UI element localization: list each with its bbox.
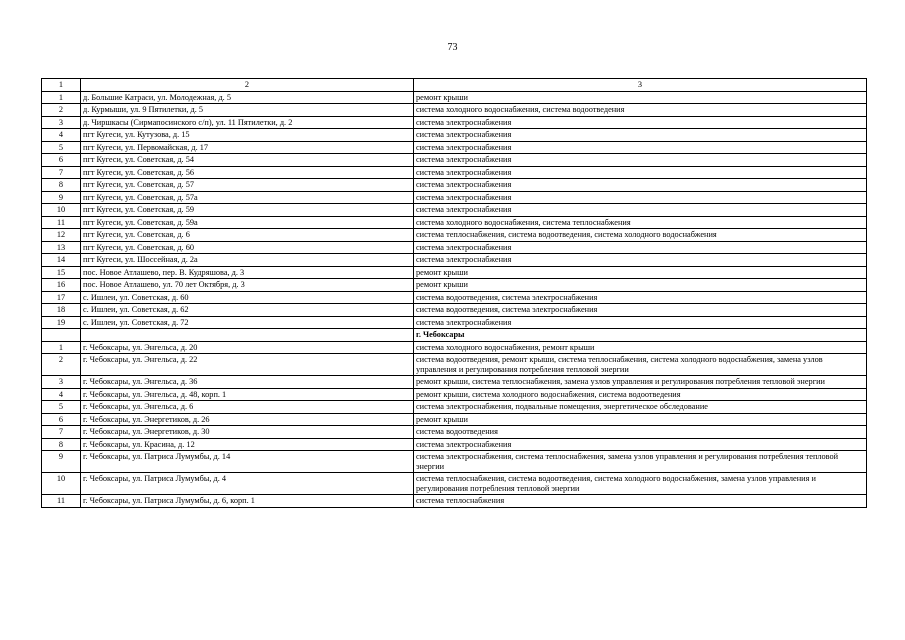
table-row: [42, 279, 867, 292]
row-number: 17: [42, 291, 81, 304]
address-cell: пгт Кугеси, ул. Первомайская, д. 17: [81, 141, 414, 154]
address-cell: г. Чебоксары, ул. Энергетиков, д. 30: [81, 426, 414, 439]
row-number: 11: [42, 216, 81, 229]
work-cell: система электроснабжения, система теплоснабжения, замена узлов управления и регулирования потребления тепловой энергии: [414, 451, 867, 473]
table-row: [42, 154, 867, 167]
table-row: [42, 438, 867, 451]
work-cell: ремонт крыши: [414, 266, 867, 279]
row-number: 4: [42, 129, 81, 142]
work-cell: система холодного водоснабжения, система водоотведения: [414, 104, 867, 117]
work-cell: система электроснабжения: [414, 316, 867, 329]
work-cell: система водоотведения, система электроснабжения: [414, 304, 867, 317]
work-cell: система теплоснабжения: [414, 495, 867, 508]
row-number: 2: [42, 354, 81, 376]
row-number: 6: [42, 413, 81, 426]
table-row: [42, 229, 867, 242]
section-row: [42, 329, 867, 342]
row-number: 10: [42, 204, 81, 217]
address-cell: пгт Кугеси, ул. Советская, д. 6: [81, 229, 414, 242]
work-cell: система электроснабжения: [414, 154, 867, 167]
address-cell: г. Чебоксары, ул. Энгельса, д. 36: [81, 376, 414, 389]
row-number: 13: [42, 241, 81, 254]
work-cell: ремонт крыши: [414, 413, 867, 426]
row-number: 3: [42, 376, 81, 389]
address-cell: с. Ишлеи, ул. Советская, д. 62: [81, 304, 414, 317]
table-row: [42, 129, 867, 142]
row-number: 7: [42, 166, 81, 179]
address-cell: пгт Кугеси, ул. Советская, д. 57: [81, 179, 414, 192]
table-row: [42, 116, 867, 129]
header-cell-3: 3: [414, 79, 867, 92]
header-row: [42, 79, 867, 92]
address-cell: д. Курмыши, ул. 9 Пятилетки, д. 5: [81, 104, 414, 117]
row-number: 19: [42, 316, 81, 329]
table-row: [42, 426, 867, 439]
table-row: [42, 141, 867, 154]
work-cell: система электроснабжения: [414, 166, 867, 179]
header-cell-2: 2: [81, 79, 414, 92]
address-cell: пгт Кугеси, ул. Советская, д. 59а: [81, 216, 414, 229]
table-row: [42, 104, 867, 117]
address-cell: г. Чебоксары, ул. Энгельса, д. 22: [81, 354, 414, 376]
address-cell: с. Ишлеи, ул. Советская, д. 72: [81, 316, 414, 329]
work-cell: система электроснабжения: [414, 204, 867, 217]
table-row: [42, 241, 867, 254]
address-cell: пгт Кугеси, ул. Советская, д. 60: [81, 241, 414, 254]
address-cell: г. Чебоксары, ул. Патриса Лумумбы, д. 14: [81, 451, 414, 473]
address-cell: г. Чебоксары, ул. Энергетиков, д. 26: [81, 413, 414, 426]
work-cell: ремонт крыши, система холодного водоснабжения, система водоотведения: [414, 388, 867, 401]
table-row: [42, 291, 867, 304]
table-row: [42, 388, 867, 401]
page-number: 73: [447, 42, 458, 53]
address-cell: г. Чебоксары, ул. Энгельса, д. 6: [81, 401, 414, 414]
row-number: 1: [42, 341, 81, 354]
table-row: [42, 451, 867, 473]
table-row: [42, 316, 867, 329]
row-number: 8: [42, 438, 81, 451]
address-cell: пос. Новое Атлашево, пер. В. Кудряшова, д. 3: [81, 266, 414, 279]
work-cell: система холодного водоснабжения, система теплоснабжения: [414, 216, 867, 229]
address-cell: г. Чебоксары, ул. Патриса Лумумбы, д. 4: [81, 473, 414, 495]
table-row: [42, 304, 867, 317]
work-cell: система теплоснабжения, система водоотведения, система холодного водоснабжения: [414, 229, 867, 242]
row-number: 3: [42, 116, 81, 129]
table-row: [42, 401, 867, 414]
address-cell: д. Большие Катраси, ул. Молодежная, д. 5: [81, 91, 414, 104]
work-cell: система теплоснабжения, система водоотведения, система холодного водоснабжения, замена узлов управления и регулирования потребления тепловой энергии: [414, 473, 867, 495]
section-title: г. Чебоксары: [414, 329, 867, 342]
address-cell: пгт Кугеси, ул. Советская, д. 54: [81, 154, 414, 167]
address-cell: пгт Кугеси, ул. Шоссейная, д. 2а: [81, 254, 414, 267]
table-row: [42, 266, 867, 279]
header-cell-1: 1: [42, 79, 81, 92]
address-cell: с. Ишлеи, ул. Советская, д. 60: [81, 291, 414, 304]
work-cell: система электроснабжения: [414, 179, 867, 192]
address-cell: пгт Кугеси, ул. Кутузова, д. 15: [81, 129, 414, 142]
work-cell: система электроснабжения: [414, 191, 867, 204]
address-cell: пгт Кугеси, ул. Советская, д. 56: [81, 166, 414, 179]
address-cell: пгт Кугеси, ул. Советская, д. 57а: [81, 191, 414, 204]
row-number: 9: [42, 451, 81, 473]
table-row: [42, 413, 867, 426]
works-table: [41, 78, 867, 508]
work-cell: система водоотведения: [414, 426, 867, 439]
row-number: 11: [42, 495, 81, 508]
row-number: 10: [42, 473, 81, 495]
row-number: 18: [42, 304, 81, 317]
address-cell: г. Чебоксары, ул. Энгельса, д. 20: [81, 341, 414, 354]
work-cell: система водоотведения, ремонт крыши, система теплоснабжения, система холодного водоснабжения, замена узлов управления и регулирования потребления тепловой энергии: [414, 354, 867, 376]
row-number: 4: [42, 388, 81, 401]
row-number: 12: [42, 229, 81, 242]
table-row: [42, 254, 867, 267]
work-cell: ремонт крыши: [414, 91, 867, 104]
work-cell: система электроснабжения: [414, 129, 867, 142]
work-cell: система электроснабжения: [414, 116, 867, 129]
table-row: [42, 473, 867, 495]
table-row: [42, 179, 867, 192]
row-number: 8: [42, 179, 81, 192]
table-row: [42, 341, 867, 354]
work-cell: система водоотведения, система электроснабжения: [414, 291, 867, 304]
table-row: [42, 191, 867, 204]
section-empty-cell: [81, 329, 414, 342]
row-number: 5: [42, 141, 81, 154]
address-cell: пгт Кугеси, ул. Советская, д. 59: [81, 204, 414, 217]
address-cell: г. Чебоксары, ул. Энгельса, д. 48, корп. 1: [81, 388, 414, 401]
address-cell: д. Чиршкасы (Сирмапосинского с/п), ул. 11 Пятилетки, д. 2: [81, 116, 414, 129]
row-number: 1: [42, 91, 81, 104]
table-body: [42, 79, 867, 508]
row-number: 15: [42, 266, 81, 279]
row-number: 5: [42, 401, 81, 414]
work-cell: система электроснабжения: [414, 141, 867, 154]
work-cell: система электроснабжения: [414, 438, 867, 451]
table-row: [42, 354, 867, 376]
work-cell: ремонт крыши, система теплоснабжения, замена узлов управления и регулирования потребления тепловой энергии: [414, 376, 867, 389]
work-cell: система электроснабжения: [414, 254, 867, 267]
table-row: [42, 495, 867, 508]
row-number: 6: [42, 154, 81, 167]
table-row: [42, 204, 867, 217]
address-cell: пос. Новое Атлашево, ул. 70 лет Октября, д. 3: [81, 279, 414, 292]
row-number: 16: [42, 279, 81, 292]
section-empty-cell: [42, 329, 81, 342]
table-row: [42, 376, 867, 389]
table-row: [42, 91, 867, 104]
work-cell: система электроснабжения, подвальные помещения, энергетическое обследование: [414, 401, 867, 414]
row-number: 2: [42, 104, 81, 117]
work-cell: система электроснабжения: [414, 241, 867, 254]
row-number: 9: [42, 191, 81, 204]
row-number: 14: [42, 254, 81, 267]
row-number: 7: [42, 426, 81, 439]
work-cell: ремонт крыши: [414, 279, 867, 292]
address-cell: г. Чебоксары, ул. Красина, д. 12: [81, 438, 414, 451]
table-row: [42, 216, 867, 229]
address-cell: г. Чебоксары, ул. Патриса Лумумбы, д. 6, корп. 1: [81, 495, 414, 508]
work-cell: система холодного водоснабжения, ремонт крыши: [414, 341, 867, 354]
table-row: [42, 166, 867, 179]
